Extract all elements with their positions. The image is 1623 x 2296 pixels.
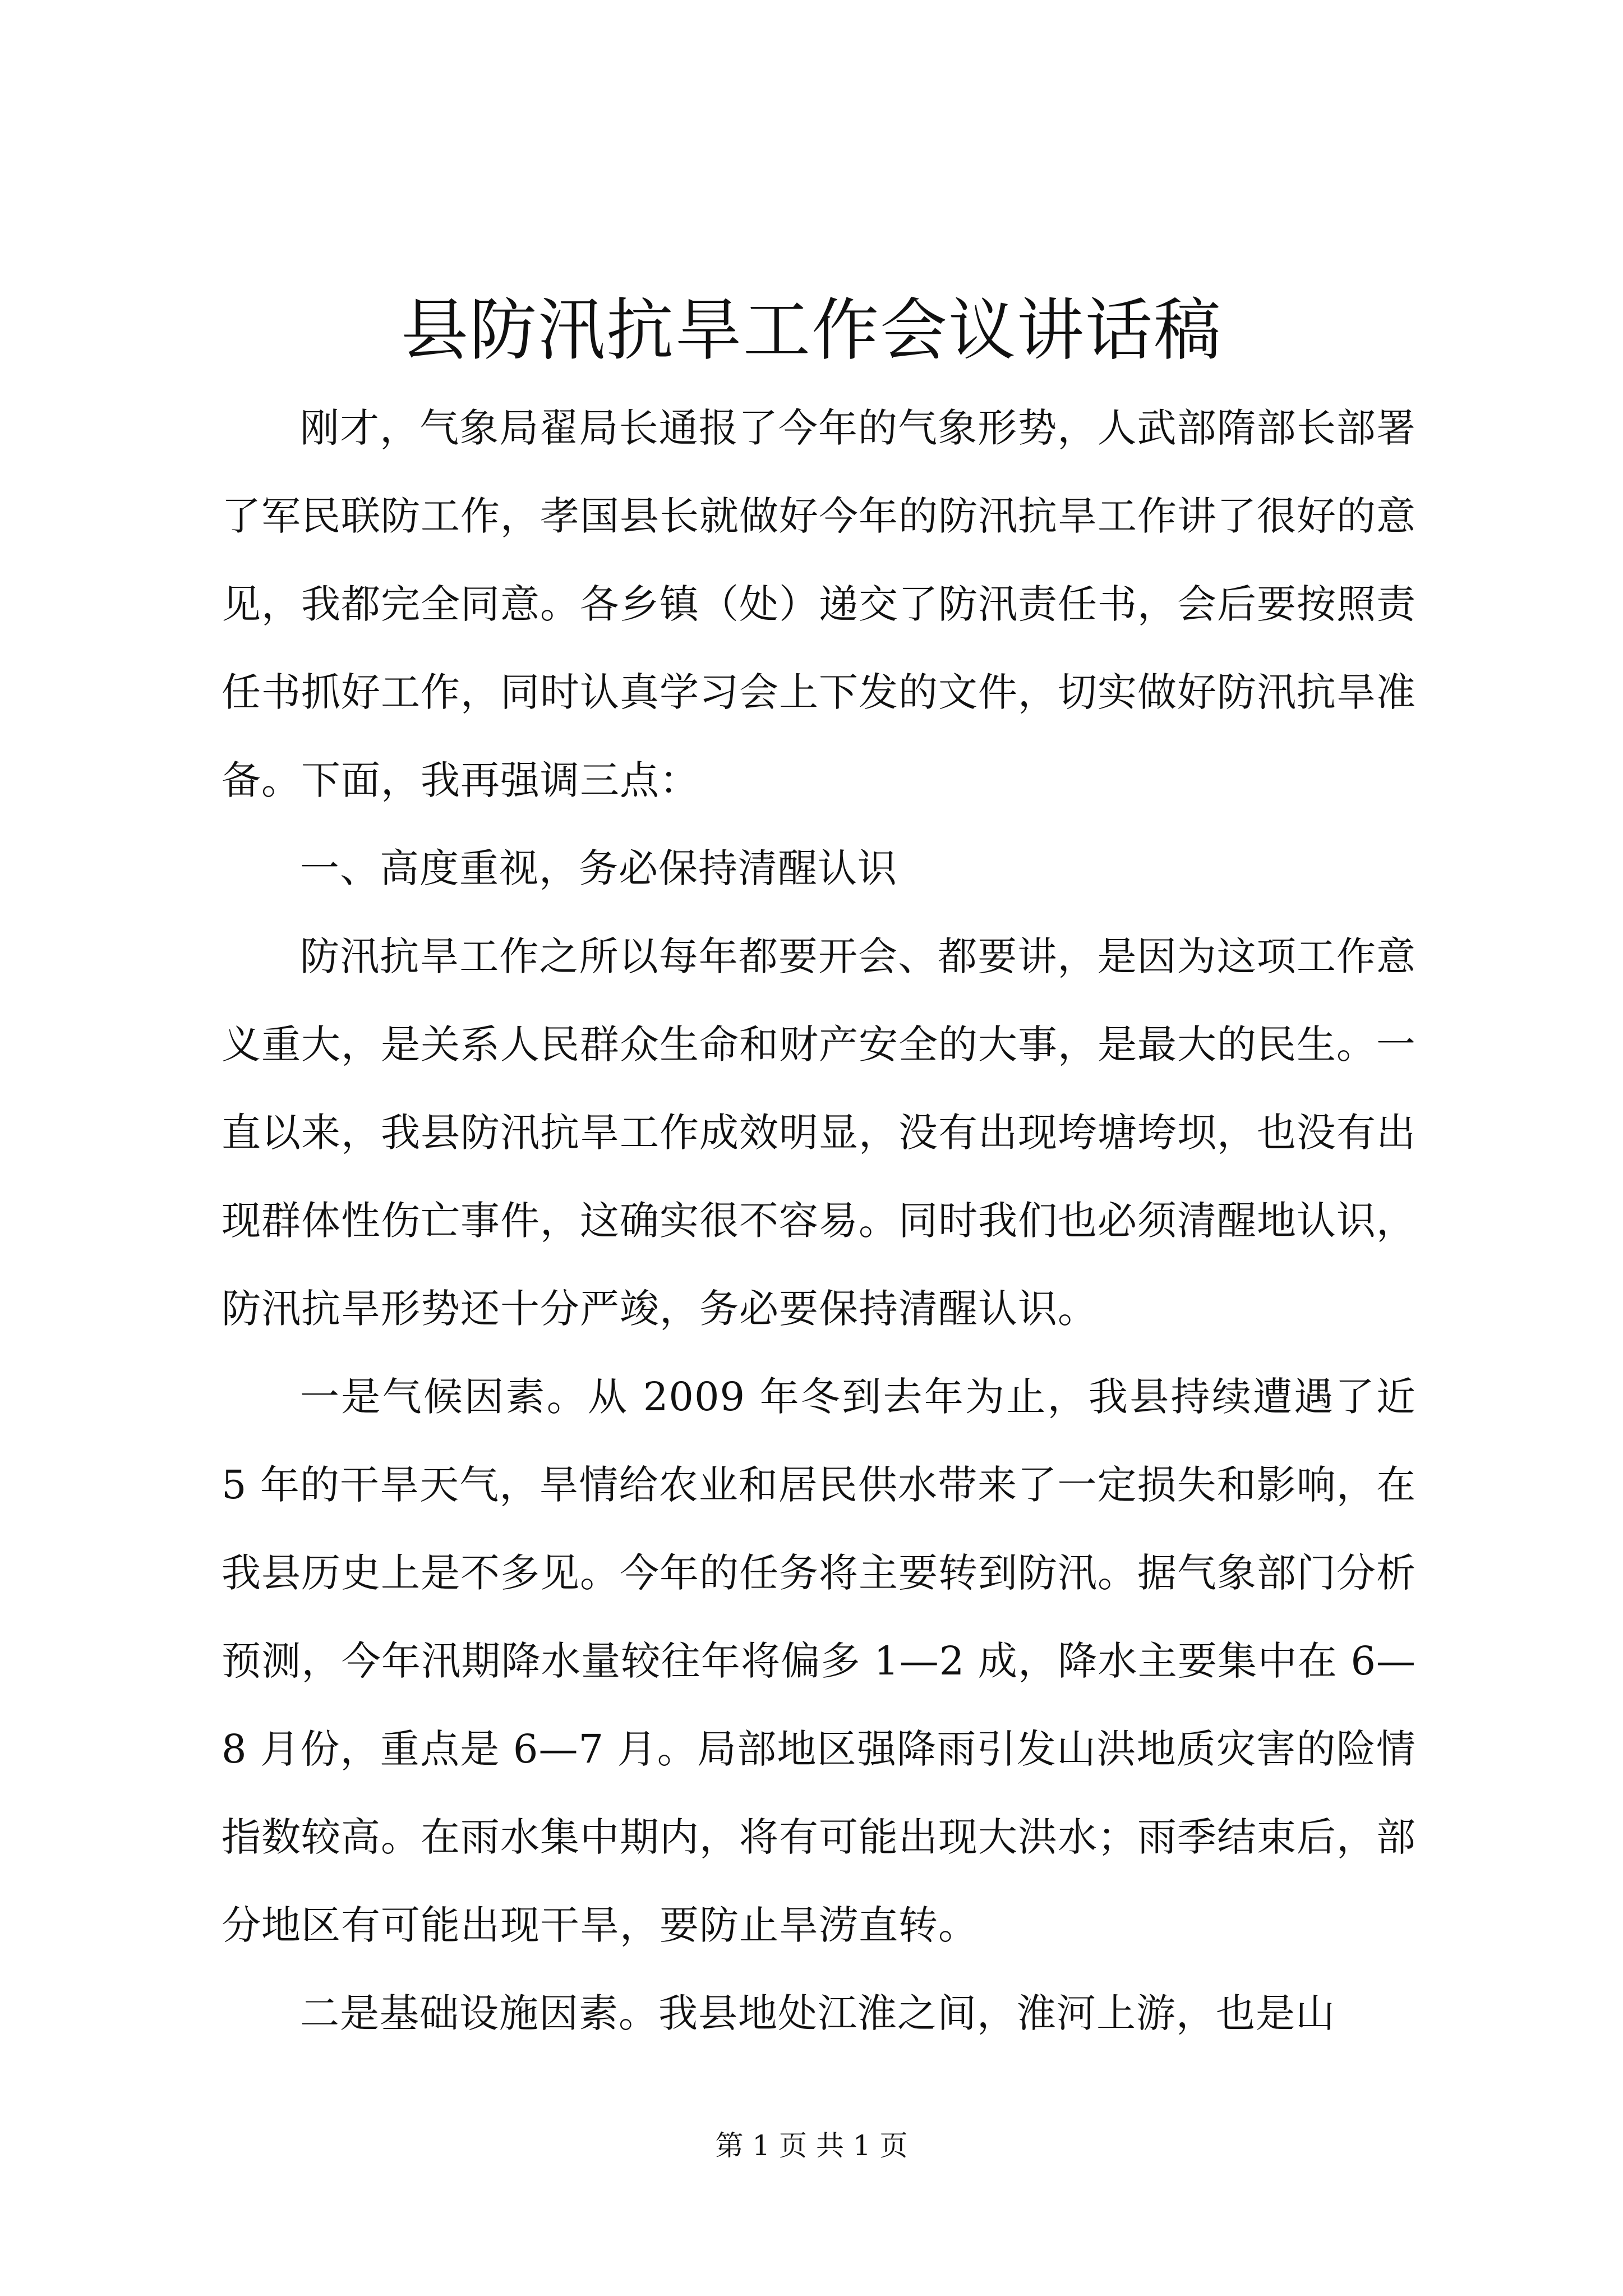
section-heading-1: 一、高度重视，务必保持清醒认识 (300, 845, 897, 891)
paragraph-intro: 刚才，气象局翟局长通报了今年的气象形势，人武部隋部长部署了军民联防工作，孝国县长就做好今年的防汛抗旱工作讲了很好的意见，我都完全同意。各乡镇（处）递交了防汛责任书，会后要按照责任书抓好工作，同时认真学习会上下发的文件，切实做好防汛抗旱准备。下面，我再强调三点： (222, 405, 1416, 803)
paragraph-climate-factor: 一是气候因素。从 2009 年冬到去年为止，我县持续遭遇了近 5 年的干旱天气，旱情给农业和居民供水带来了一定损失和影响，在我县历史上是不多见。今年的任务将主要转到防汛。据气象部门分析预测，今年汛期降水量较往年将偏多 1—2 成，降水主要集中在 6—8 月份，重点是 6—7 月。局部地区强降雨引发山洪地质灾害的险情指数较高。在雨水集中期内，将有可能出现大洪水；雨季结束后，部分地区有可能出现干旱，要防止旱涝直转。 (222, 1374, 1416, 1948)
paragraph-importance: 防汛抗旱工作之所以每年都要开会、都要讲，是因为这项工作意义重大，是关系人民群众生命和财产安全的大事，是最大的民生。一直以来，我县防汛抗旱工作成效明显，没有出现垮塘垮坝，也没有出现群体性伤亡事件，这确实很不容易。同时我们也必须清醒地认识，防汛抗旱形势还十分严竣，务必要保持清醒认识。 (222, 933, 1416, 1332)
paragraph-infrastructure-factor: 二是基础设施因素。我县地处江淮之间，淮河上游，也是山 (300, 1990, 1335, 2036)
document-title: 县防汛抗旱工作会议讲话稿 (401, 292, 1222, 370)
document-body (222, 384, 1416, 2058)
page-footer: 第 1 页 共 1 页 (715, 2129, 908, 2162)
